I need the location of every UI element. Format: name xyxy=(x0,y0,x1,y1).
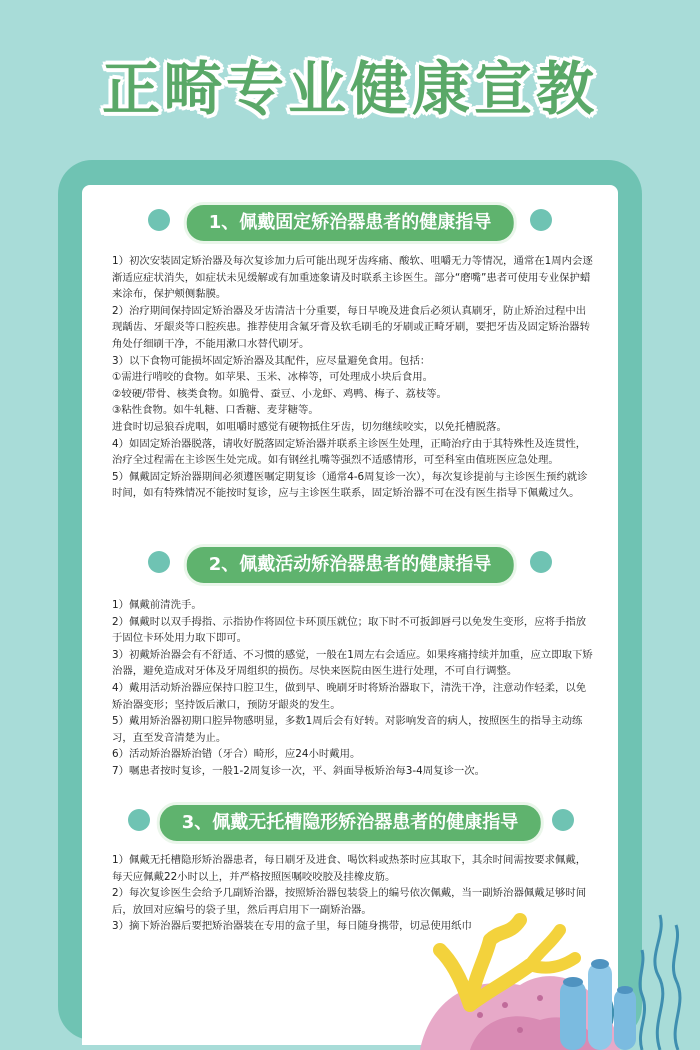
section-3-line: 3）摘下矫治器后要把矫治器装在专用的盒子里，每日随身携带，切忌使用纸巾 xyxy=(112,920,472,933)
section-1-text xyxy=(112,253,596,502)
section-1-line: 2）治疗期间保持固定矫治器及牙齿清洁十分重要，每日早晚及进食后必须认真刷牙，防止矫治过程中出现龋齿、牙龈炎等口腔疾患。推荐使用含氟牙膏及软毛刷毛的牙刷或正畸牙刷，要把牙齿及固定矫治器转角处仔细刷干净，不能用漱口水替代刷牙。 xyxy=(112,304,590,350)
coral-decoration xyxy=(410,880,700,1050)
decor-dot-right xyxy=(530,209,552,231)
section-2-text xyxy=(112,597,596,780)
section-3-header xyxy=(0,802,700,842)
section-3-line: 1）佩戴无托槽隐形矫治器患者，每日刷牙及进食、喝饮料或热茶时应其取下，其余时间需按要求佩戴，每天应佩戴22小时以上，并严格按照医嘱咬咬胶及挂橡皮筋。 xyxy=(112,854,587,883)
section-2-line: 1）佩戴前清洗手。 xyxy=(112,599,202,611)
section-2-line: 3）初戴矫治器会有不舒适、不习惯的感觉，一般在1周左右会适应。如果疼痛持续并加重，应立即取下矫治器，避免造成对牙体及牙周组织的损伤。尽快来医院由医生进行处理，不可自行调整。 xyxy=(112,648,593,678)
poster-title: 正畸专业健康宣教 xyxy=(101,55,598,123)
section-1-line: 1）初次安装固定矫治器及每次复诊加力后可能出现牙齿疼痛、酸软、咀嚼无力等情况，通常在1周内会逐渐适应症状消失，如症状未见缓解或有加重迹象请及时联系主诊医生。部分“磨嘴”患者可使用专业保护蜡来涂布，保护颊侧黏膜。 xyxy=(112,255,593,301)
section-3-heading: 3、佩戴无托槽隐形矫治器患者的健康指导 xyxy=(157,802,544,844)
section-2-line: 7）嘱患者按时复诊，一般1-2周复诊一次，平、斜面导板矫治每3-4周复诊一次。 xyxy=(112,764,486,777)
section-2-line: 4）戴用活动矫治器应保持口腔卫生，做到早、晚刷牙时将矫治器取下，清洗干净，注意动作轻柔，以免矫治器变形；坚持饭后漱口，预防牙龈炎的发生。 xyxy=(112,681,587,711)
decor-dot-right xyxy=(552,809,574,831)
decor-dot-left xyxy=(128,809,150,831)
decor-dot-right xyxy=(530,551,552,573)
section-2-line: 2）佩戴时以双手拇指、示指协作将固位卡环顶压就位；取下时不可扳卸唇弓以免发生变形，应将手指放于固位卡环处用力取下即可。 xyxy=(112,615,587,645)
section-1-line: 进食时切忌狼吞虎咽，如咀嚼时感觉有硬物抵住牙齿，切勿继续咬实，以免托槽脱落。 xyxy=(112,420,507,433)
section-1-line: 4）如固定矫治器脱落，请收好脱落固定矫治器并联系主诊医生处理，正畸治疗由于其特殊性及连贯性，治疗全过程需在主诊医生处完成。如有钢丝扎嘴等强烈不适感情形，可至科室由值班医应急处理。 xyxy=(112,437,587,467)
section-1-line: ①需进行啃咬的食物。如苹果、玉米、冰棒等，可处理成小块后食用。 xyxy=(112,371,434,384)
section-2-header xyxy=(0,544,700,584)
section-1-line: ②较硬/带骨、核类食物。如脆骨、蚕豆、小龙虾、鸡鸭、梅子、荔枝等。 xyxy=(112,387,447,400)
decor-dot-left xyxy=(148,209,170,231)
section-2-line: 5）戴用矫治器初期口腔异物感明显，多数1周后会有好转。对影响发音的病人，按照医生的指导主动练习，直至发音清楚为止。 xyxy=(112,715,583,744)
section-2-line: 6）活动矫治器矫治错（牙合）畸形，应24小时戴用。 xyxy=(112,748,361,761)
section-3-line: 2）每次复诊医生会给予几副矫治器，按照矫治器包装袋上的编号依次佩戴，当一副矫治器佩戴足够时间后，放回对应编号的袋子里，然后再启用下一副矫治器。 xyxy=(112,887,587,916)
section-1-header xyxy=(0,202,700,242)
decor-dot-left xyxy=(148,551,170,573)
section-1-heading: 1、佩戴固定矫治器患者的健康指导 xyxy=(184,202,517,244)
section-1-line: ③粘性食物。如牛轧糖、口香糖、麦芽糖等。 xyxy=(112,404,319,417)
section-2-heading: 2、佩戴活动矫治器患者的健康指导 xyxy=(184,544,517,586)
section-1-line: 3）以下食物可能损坏固定矫治器及其配件，应尽量避免食用。包括： xyxy=(112,354,431,367)
section-1-line: 5）佩戴固定矫治器期间必须遵医嘱定期复诊（通常4-6周复诊一次），每次复诊提前与主诊医生预约就诊时间，如有特殊情况不能按时复诊，应与主诊医生联系，固定矫治器不可在没有医生指导下佩戴过久。 xyxy=(112,470,588,500)
